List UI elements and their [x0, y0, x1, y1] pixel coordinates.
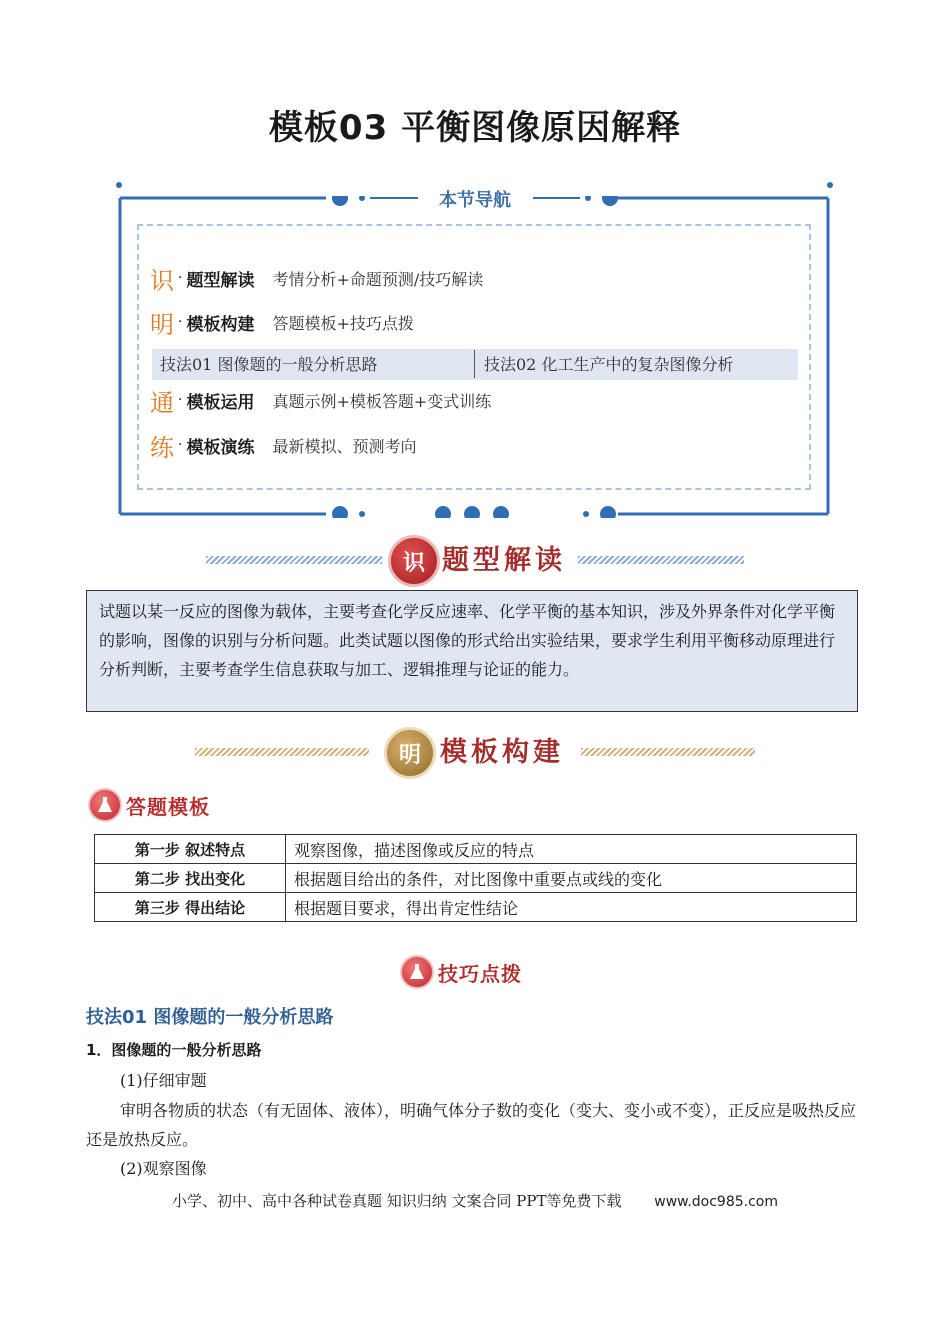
section-title: 题型解读 [442, 545, 566, 576]
banner-stripe-left [195, 748, 369, 756]
tips-label: 技巧点拨 [438, 961, 522, 986]
nav-technique-1[interactable]: 技法01 图像题的一般分析思路 [160, 355, 378, 374]
footer [0, 1190, 950, 1211]
nav-sep: · [178, 392, 183, 408]
nav-desc: 真题示例+模板答题+变式训练 [272, 391, 492, 411]
step-label: 第一步 叙述特点 [95, 835, 286, 864]
table-row [95, 893, 857, 922]
footer-text: 小学、初中、高中各种试卷真题 知识归纳 文案合同 PPT等免费下载 [171, 1192, 622, 1210]
nav-label: 模板运用 [186, 392, 255, 413]
corner-dot-right [827, 182, 833, 188]
strip-divider [474, 350, 475, 378]
nav-desc: 考情分析+命题预测/技巧解读 [272, 269, 484, 289]
technique-title: 技法01 图像题的一般分析思路 [86, 1007, 334, 1028]
section-badge-icon: 识 [388, 535, 440, 587]
step-label: 第二步 找出变化 [95, 864, 286, 893]
nav-desc: 最新模拟、预测考向 [272, 436, 417, 456]
section-badge-icon: 明 [384, 727, 436, 779]
table-row [95, 835, 857, 864]
step-label: 第三步 得出结论 [95, 893, 286, 922]
flask-icon [400, 955, 434, 989]
banner-stripe-right [581, 748, 755, 756]
nav-char: 识 [150, 266, 174, 295]
point-heading: 1．图像题的一般分析思路 [86, 1041, 262, 1059]
nav-label: 模板演练 [186, 437, 255, 458]
banner-stripe-right [578, 556, 744, 564]
table-row [95, 864, 857, 893]
nav-desc: 答题模板+技巧点拨 [272, 313, 414, 333]
section-title: 模板构建 [440, 737, 564, 768]
paragraph: 审明各物质的状态（有无固体、液体），明确气体分子数的变化（变大、变小或不变），正反应是吸热反应还是放热反应。 [86, 1101, 857, 1149]
intro-box: 试题以某一反应的图像为载体，主要考查化学反应速率、化学平衡的基本知识，涉及外界条件对化学平衡的影响，图像的识别与分析问题。此类试题以图像的形式给出实验结果，要求学生利用平衡移动原理进行分析判断，主要考查学生信息获取与加工、逻辑推理与论证的能力。 [86, 590, 858, 712]
step-content: 观察图像，描述图像或反应的特点 [286, 835, 857, 864]
nav-char: 练 [150, 433, 174, 462]
sub-heading: (1)仔细审题 [120, 1071, 207, 1090]
flask-icon [88, 788, 122, 822]
nav-label: 模板构建 [186, 314, 255, 335]
nav-row-3 [150, 385, 491, 415]
sub-heading: (2)观察图像 [120, 1159, 207, 1178]
banner-stripe-left [206, 556, 382, 564]
nav-row-1 [150, 263, 483, 293]
page-title: 模板03 平衡图像原因解释 [268, 108, 682, 148]
nav-sep: · [178, 437, 183, 453]
answer-template-label: 答题模板 [126, 794, 210, 819]
tips-heading [400, 955, 522, 989]
step-content: 根据题目给出的条件，对比图像中重要点或线的变化 [286, 864, 857, 893]
nav-row-2 [150, 307, 414, 337]
nav-technique-2[interactable]: 技法02 化工生产中的复杂图像分析 [484, 355, 734, 374]
footer-url[interactable]: www.doc985.com [654, 1194, 779, 1210]
nav-label: 题型解读 [186, 270, 255, 291]
answer-template-heading [88, 788, 210, 822]
nav-sep: · [178, 270, 183, 286]
nav-row-4 [150, 430, 416, 460]
answer-template-table [94, 834, 857, 922]
nav-char: 通 [150, 388, 174, 417]
corner-dot-left [116, 182, 122, 188]
step-content: 根据题目要求，得出肯定性结论 [286, 893, 857, 922]
nav-char: 明 [150, 310, 174, 339]
nav-sep: · [178, 314, 183, 330]
nav-heading: 本节导航 [418, 186, 532, 212]
